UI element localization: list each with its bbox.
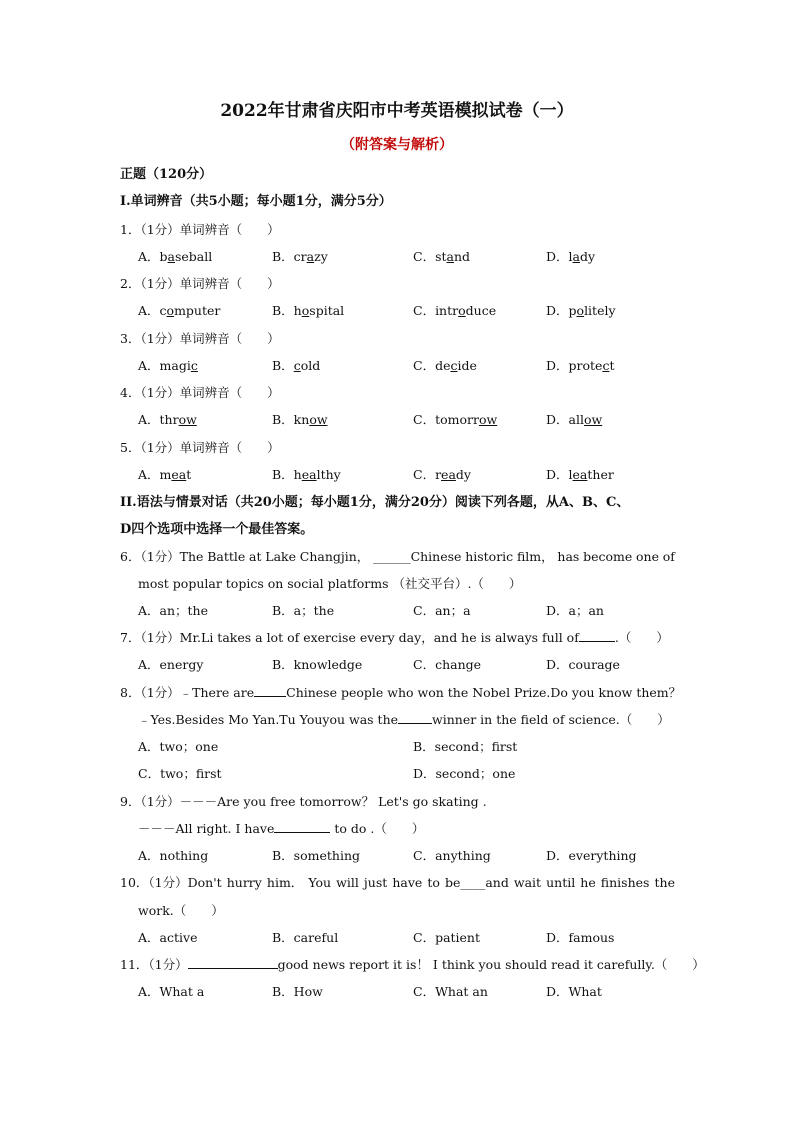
option-prefix: B．cr bbox=[272, 249, 307, 264]
underlined-letters: ea bbox=[301, 467, 317, 482]
option-d: D．courage bbox=[546, 657, 620, 672]
option-prefix: C．de bbox=[413, 358, 451, 373]
word: finishes bbox=[600, 875, 650, 890]
option-c bbox=[413, 466, 471, 484]
word: Battle bbox=[207, 549, 246, 564]
word: be____and bbox=[444, 875, 509, 890]
underlined-letters: a bbox=[167, 249, 175, 264]
word: have bbox=[392, 875, 423, 890]
word: he bbox=[580, 875, 596, 890]
option-suffix: mputer bbox=[174, 303, 221, 318]
underlined-letters: a bbox=[446, 249, 454, 264]
question-7-stem bbox=[120, 629, 669, 647]
option-suffix: dy bbox=[455, 467, 471, 482]
exam-header: 正题（120分） bbox=[120, 167, 213, 182]
question-7-pre: 7．（1分）Mr.Li takes a lot of exercise every day，and he is always full of bbox=[120, 630, 579, 645]
underlined-letters: ow bbox=[309, 412, 328, 427]
option-a: A．What a bbox=[138, 984, 205, 999]
option-prefix: C．intr bbox=[413, 303, 459, 318]
question-9-line2-post: to do .（ ） bbox=[330, 821, 425, 836]
option-prefix: B． bbox=[272, 358, 294, 373]
option-suffix: ther bbox=[587, 467, 614, 482]
option-suffix: zy bbox=[314, 249, 328, 264]
option-c bbox=[413, 411, 497, 429]
question-9-line2 bbox=[138, 820, 424, 838]
answer-blank bbox=[398, 711, 432, 724]
question-1-stem: 1．（1分）单词辨音（ ） bbox=[120, 222, 280, 237]
option-c: C．change bbox=[413, 657, 482, 672]
option-d bbox=[546, 302, 616, 320]
option-c: C．What an bbox=[413, 984, 488, 999]
underlined-letters: ea bbox=[572, 467, 588, 482]
word: until bbox=[546, 875, 576, 890]
option-suffix: dy bbox=[579, 249, 596, 264]
underlined-letters: c bbox=[293, 358, 301, 373]
question-10-line2: work.（ ） bbox=[138, 903, 224, 918]
underlined-letters: c bbox=[190, 358, 198, 373]
option-suffix: nd bbox=[453, 249, 471, 264]
word: 10．（1分）Don't bbox=[120, 875, 222, 890]
word: Changjin， bbox=[299, 549, 370, 564]
word: 6．（1分）The bbox=[120, 549, 204, 564]
option-b bbox=[272, 248, 328, 266]
option-d: D．everything bbox=[546, 848, 637, 863]
word: one bbox=[636, 549, 659, 564]
word: at bbox=[249, 549, 262, 564]
word: the bbox=[654, 875, 675, 890]
word: You bbox=[308, 875, 332, 890]
underlined-letters: ow bbox=[583, 412, 603, 427]
question-6-line2: most popular topics on social platforms （社交平台）.（ ） bbox=[138, 576, 522, 591]
option-d bbox=[546, 411, 602, 429]
option-c: C．patient bbox=[413, 930, 481, 945]
option-b bbox=[272, 357, 320, 375]
word: just bbox=[363, 875, 388, 890]
answer-blank bbox=[254, 684, 286, 697]
question-8-line2-post: winner in the field of science.（ ） bbox=[432, 712, 670, 727]
option-a: A．nothing bbox=[138, 848, 209, 863]
word: wait bbox=[513, 875, 542, 890]
option-prefix: A．thr bbox=[138, 412, 179, 427]
option-b: B．knowledge bbox=[272, 657, 363, 672]
question-8-line1-post: Chinese people who won the Nobel Prize.Do you know them？ bbox=[286, 685, 682, 700]
option-b bbox=[272, 302, 344, 320]
option-suffix: spital bbox=[309, 303, 345, 318]
option-a: A．an；the bbox=[138, 603, 209, 618]
option-prefix: D．p bbox=[546, 303, 577, 318]
question-8-line1 bbox=[120, 684, 681, 702]
option-b: B．second；first bbox=[413, 739, 518, 754]
option-b bbox=[272, 411, 328, 429]
option-c bbox=[413, 302, 496, 320]
word: hurry bbox=[226, 875, 262, 890]
option-prefix: A．b bbox=[138, 249, 168, 264]
option-d bbox=[546, 357, 615, 375]
option-a: A．active bbox=[138, 930, 198, 945]
word: Lake bbox=[265, 549, 297, 564]
underlined-letters: ea bbox=[441, 467, 456, 482]
question-9-line1: 9．（1分）－－－Are you free tomorrow？ Let's go skating . bbox=[120, 794, 487, 809]
page-title: 2022年甘肃省庆阳市中考英语模拟试卷（一） bbox=[220, 101, 574, 121]
option-prefix: D．prote bbox=[546, 358, 603, 373]
section1-heading: I.单词辨音（共5小题；每小题1分，满分5分） bbox=[120, 194, 392, 209]
word: become bbox=[583, 549, 633, 564]
option-a bbox=[138, 466, 191, 484]
word: will bbox=[336, 875, 359, 890]
question-8-line2 bbox=[138, 711, 670, 729]
underlined-letters: a bbox=[306, 249, 315, 264]
option-suffix: ide bbox=[457, 358, 477, 373]
option-prefix: B．h bbox=[272, 467, 302, 482]
option-prefix: D．l bbox=[546, 467, 573, 482]
option-prefix: B．h bbox=[272, 303, 302, 318]
option-c: C．an；a bbox=[413, 603, 471, 618]
option-a bbox=[138, 411, 197, 429]
question-3-stem: 3．（1分）单词辨音（ ） bbox=[120, 331, 280, 346]
word: of bbox=[662, 549, 675, 564]
option-prefix: A．m bbox=[138, 467, 172, 482]
option-d: D．a；an bbox=[546, 603, 604, 618]
option-prefix: C．r bbox=[413, 467, 442, 482]
question-8-line2-pre: ﹣Yes.Besides Mo Yan.Tu Youyou was the bbox=[138, 712, 399, 727]
answer-blank bbox=[579, 629, 615, 642]
underlined-letters: o bbox=[301, 303, 310, 318]
option-c: C．two；first bbox=[138, 766, 222, 781]
option-prefix: C．st bbox=[413, 249, 447, 264]
underlined-letters: o bbox=[166, 303, 175, 318]
question-11-stem bbox=[120, 956, 705, 974]
option-prefix: D．l bbox=[546, 249, 573, 264]
underlined-letters: ea bbox=[171, 467, 187, 482]
option-suffix: lthy bbox=[316, 467, 341, 482]
question-11-pre: 11．（1分） bbox=[120, 957, 188, 972]
section2-heading-line2: D四个选项中选择一个最佳答案。 bbox=[120, 522, 314, 537]
underlined-letters: a bbox=[572, 249, 580, 264]
option-a bbox=[138, 248, 212, 266]
question-4-stem: 4．（1分）单词辨音（ ） bbox=[120, 385, 280, 400]
option-prefix: C．tomorr bbox=[413, 412, 479, 427]
question-11-post: good news report it is！ I think you should read it carefully.（ ） bbox=[277, 957, 705, 972]
question-8-line1-pre: 8．（1分）﹣There are bbox=[120, 685, 255, 700]
word: to bbox=[427, 875, 440, 890]
option-suffix: seball bbox=[174, 249, 213, 264]
option-d bbox=[546, 466, 614, 484]
option-suffix: t bbox=[609, 358, 615, 373]
word: him． bbox=[266, 875, 304, 890]
word: film， bbox=[516, 549, 554, 564]
question-7-post: .（ ） bbox=[614, 630, 669, 645]
option-c bbox=[413, 357, 477, 375]
word: ______Chinese bbox=[373, 549, 462, 564]
underlined-letters: c bbox=[602, 358, 610, 373]
underlined-letters: c bbox=[450, 358, 458, 373]
option-a: A．two；one bbox=[138, 739, 219, 754]
option-b: B．careful bbox=[272, 930, 339, 945]
question-9-line2-pre: －－－All right. I have bbox=[138, 821, 275, 836]
question-6-line1 bbox=[120, 548, 675, 566]
option-d: D．famous bbox=[546, 930, 615, 945]
option-b: B．a；the bbox=[272, 603, 335, 618]
word: historic bbox=[465, 549, 514, 564]
option-c bbox=[413, 248, 470, 266]
option-prefix: D．all bbox=[546, 412, 584, 427]
question-10-line1 bbox=[120, 874, 675, 892]
option-suffix: litely bbox=[584, 303, 616, 318]
option-suffix: old bbox=[300, 358, 321, 373]
underlined-letters: ow bbox=[478, 412, 498, 427]
option-b: B．How bbox=[272, 984, 323, 999]
answer-blank bbox=[274, 820, 330, 833]
option-c: C．anything bbox=[413, 848, 491, 863]
option-prefix: A．c bbox=[138, 303, 167, 318]
option-prefix: A．magi bbox=[138, 358, 191, 373]
option-suffix: duce bbox=[465, 303, 497, 318]
section2-heading-line1: II.语法与情景对话（共20小题；每小题1分，满分20分）阅读下列各题，从A、B、C、 bbox=[120, 495, 630, 510]
option-prefix: B．kn bbox=[272, 412, 310, 427]
page-subtitle: （附答案与解析） bbox=[341, 137, 453, 153]
option-d: D．What bbox=[546, 984, 602, 999]
question-2-stem: 2．（1分）单词辨音（ ） bbox=[120, 276, 280, 291]
option-suffix: t bbox=[186, 467, 192, 482]
option-d bbox=[546, 248, 595, 266]
word: has bbox=[557, 549, 580, 564]
answer-blank bbox=[188, 956, 278, 969]
option-a bbox=[138, 302, 220, 320]
question-5-stem: 5．（1分）单词辨音（ ） bbox=[120, 440, 280, 455]
underlined-letters: o bbox=[458, 303, 466, 318]
option-b: B．something bbox=[272, 848, 361, 863]
underlined-letters: o bbox=[576, 303, 585, 318]
option-b bbox=[272, 466, 341, 484]
underlined-letters: ow bbox=[178, 412, 197, 427]
option-a bbox=[138, 357, 198, 375]
option-d: D．second；one bbox=[413, 766, 516, 781]
option-a: A．energy bbox=[138, 657, 204, 672]
